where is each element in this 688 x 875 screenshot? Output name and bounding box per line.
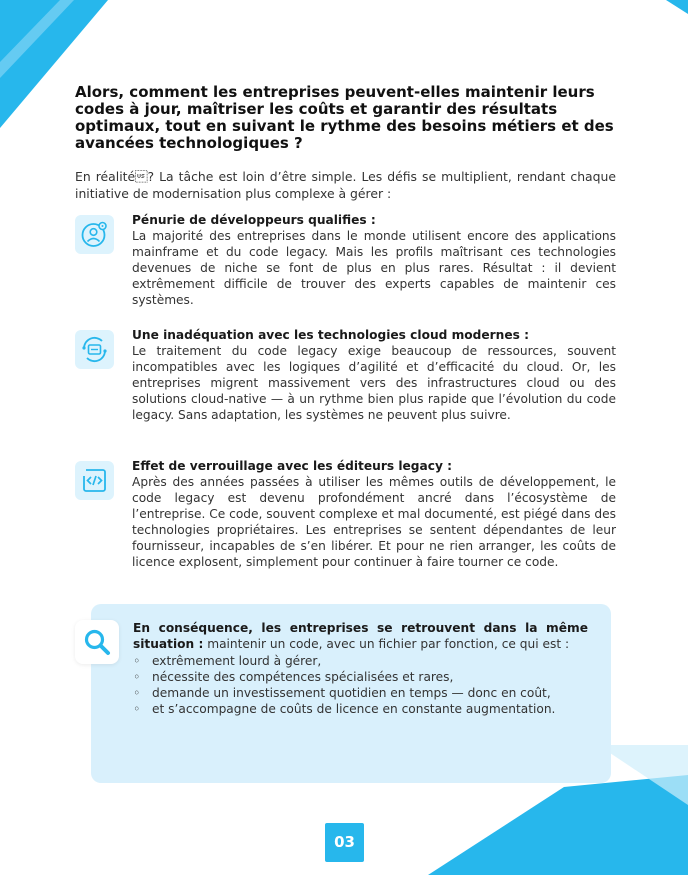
challenge-item-lockin: [75, 458, 616, 593]
list-item: [133, 685, 588, 701]
bullet-icon: ◦: [133, 669, 141, 684]
top-right-decoration: [648, 0, 688, 20]
consequence-list: [133, 653, 588, 718]
challenge-text: Le traitement du code legacy exige beaucoup de ressources, souvent incompatibles avec les logiques d’agilité et d’efficacité du cloud. Or, les entreprises migrent massivement vers des infrastructures cloud ou des solutions cloud-native — à un rythme bien plus rapide que l’évolution du code legacy. Sans adaptation, les systèmes ne peuvent plus suivre.: [132, 344, 616, 422]
page-number: 03: [325, 823, 364, 862]
list-item: [133, 653, 588, 669]
code-lock-icon: [75, 461, 114, 500]
challenge-item-developers: [75, 212, 616, 312]
list-item: [133, 669, 588, 685]
callout-lead-bold: En conséquence, les entreprises se retrouvent dans la même situation :: [133, 621, 588, 652]
challenge-title: Effet de verrouillage avec les éditeurs legacy :: [132, 459, 452, 473]
developer-shortage-icon: [75, 215, 114, 254]
cloud-sync-icon: [75, 330, 114, 369]
intro-paragraph: En réalité ? La tâche est loin d’être simple. Les défis se multiplient, rendant chaque initiative de modernisation plus complexe à gérer :: [75, 169, 616, 201]
list-item-text: et s’accompagne de coûts de licence en constante augmentation.: [152, 702, 556, 717]
list-item-text: nécessite des compétences spécialisées et rares,: [152, 669, 454, 684]
challenge-item-cloud: [75, 327, 616, 445]
callout-lead: [133, 620, 588, 653]
page-heading: Alors, comment les entreprises peuvent-elles maintenir leurs codes à jour, maîtriser les coûts et garantir des résultats optimaux, tout en suivant le rythme des besoins métiers et des avancées technologiques ?: [75, 83, 614, 152]
search-icon: [75, 620, 119, 664]
list-item: [133, 701, 588, 717]
challenge-title: Pénurie de développeurs qualifies :: [132, 213, 376, 227]
challenge-text: Après des années passées à utiliser les mêmes outils de développement, le code legacy est devenu profondément ancré dans l’écosystème de l’entreprise. Ce code, souvent complexe et mal documenté, est piégé dans des technologies propriétaires. Les entreprises se sentent dépendantes de leur fournisseur, incapables de s’en libérer. Et pour ne rien arranger, les coûts de licence explosent, simplement pour continuer à faire tourner ce code.: [132, 475, 616, 569]
list-item-text: extrêmement lourd à gérer,: [152, 653, 322, 668]
challenge-title: Une inadéquation avec les technologies cloud modernes :: [132, 328, 529, 342]
bullet-icon: ◦: [133, 702, 141, 717]
challenge-text: La majorité des entreprises dans le monde utilisent encore des applications mainframe et du code legacy. Mais les profils maîtrisant ces technologies devenues de niche se font de plus en plus rares. Résultat : il devient extrêmement difficile de trouver des experts capables de maintenir ces systèmes.: [132, 229, 616, 307]
bullet-icon: ◦: [133, 686, 141, 701]
callout-lead-rest: maintenir un code, avec un fichier par fonction, ce qui est :: [203, 637, 570, 652]
list-item-text: demande un investissement quotidien en temps — donc en coût,: [152, 686, 551, 701]
callout-content: [133, 620, 588, 718]
bullet-icon: ◦: [133, 653, 141, 668]
